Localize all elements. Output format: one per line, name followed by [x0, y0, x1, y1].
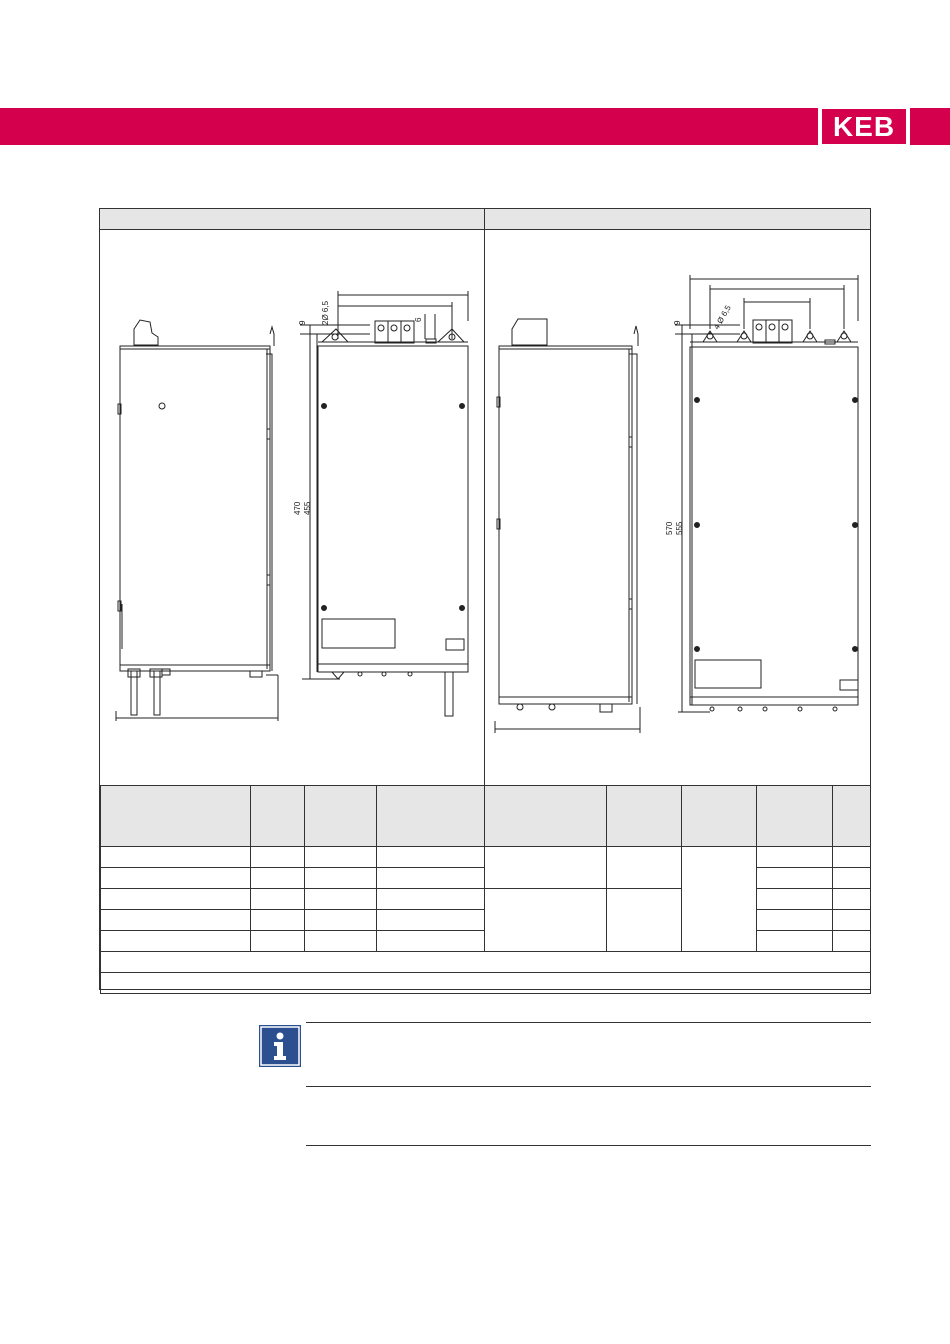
merged-cell — [485, 889, 607, 952]
merged-cell — [682, 847, 757, 952]
right-dim-outer-height: 570 — [665, 521, 674, 535]
note-rule-middle — [306, 1086, 871, 1087]
header-cell — [485, 786, 607, 847]
header-cell — [833, 786, 871, 847]
note-rule-bottom — [306, 1145, 871, 1146]
table-header-row — [101, 786, 871, 847]
header-band — [0, 108, 950, 145]
brand-logo — [818, 106, 910, 147]
table-note-row — [101, 952, 871, 973]
left-front-view — [300, 291, 468, 716]
merged-cell — [607, 889, 682, 952]
right-dim-top: 9 — [673, 320, 682, 325]
right-front-view — [675, 275, 858, 712]
left-dim-top: 9 — [298, 320, 307, 325]
left-dim-hole: 2Ø 6,5 — [321, 300, 330, 325]
dimension-frame — [99, 208, 871, 990]
merged-cell — [485, 847, 607, 889]
right-dim-inner-height: 555 — [675, 521, 684, 535]
left-side-view — [116, 320, 278, 721]
header-cell — [305, 786, 377, 847]
logo-text: KEB — [832, 110, 896, 142]
note-rule-top — [306, 1022, 871, 1023]
header-cell — [757, 786, 833, 847]
header-band-tail — [913, 108, 950, 145]
header-cell — [101, 786, 251, 847]
header-cell — [607, 786, 682, 847]
left-dim-inner-height: 455 — [303, 501, 312, 515]
spec-table — [100, 785, 871, 994]
header-cell — [251, 786, 305, 847]
table-row — [101, 847, 871, 868]
left-dim-outer-height: 470 — [293, 501, 302, 515]
header-cell — [377, 786, 485, 847]
header-cell — [682, 786, 757, 847]
table-note-row — [101, 973, 871, 994]
right-dim-hole: 4 Ø 6,5 — [711, 303, 733, 331]
info-icon — [259, 1025, 301, 1067]
merged-cell — [607, 847, 682, 889]
right-side-view — [495, 319, 640, 733]
left-dim-side: 6 — [414, 317, 423, 322]
logo-box — [822, 109, 906, 144]
